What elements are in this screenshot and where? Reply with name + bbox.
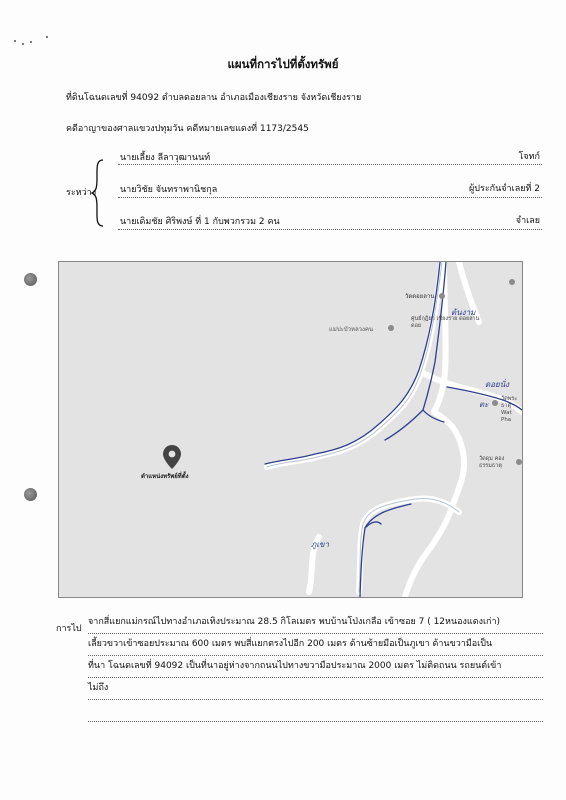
directions-line-5	[88, 699, 543, 722]
party-name-2: นายวิชัย จันทราพานิชกุล	[120, 185, 218, 195]
handwritten-note-4: ภูเขา	[311, 540, 329, 549]
party-role-3: จำเลย	[515, 216, 540, 226]
directions-line-1: จากสี่แยกแม่กรณ์ไปทางอำเภอเทิงประมาณ 28.5 กิโลเมตร พบบ้านโป่งเกลือ เข้าซอย 7 ( 12หนองแดงเก่า)	[88, 611, 543, 634]
directions-block	[88, 611, 543, 731]
map-label-place-2: แม่ปะบัวหลวงคน	[329, 326, 374, 333]
poi-marker	[439, 293, 445, 299]
between-label: ระหว่าง	[66, 188, 97, 198]
page-title: แผนที่การไปที่ตั้งทรัพย์	[227, 57, 339, 71]
party-role-2: ผู้ประกันจำเลยที่ 2	[469, 184, 540, 194]
party-underline-1	[118, 164, 542, 165]
party-name-3: นายเดิมชัย ศิริพงษ์ ที่ 1 กับพวกรวม 2 คน	[120, 217, 280, 227]
binder-hole-top	[24, 273, 37, 286]
handwritten-note-3: ตะ	[479, 400, 489, 409]
directions-line-4: ไม่ถึง	[88, 677, 543, 700]
map-label-place-5: วัดดุม คองธรรมธาตุ	[479, 456, 505, 469]
party-brace	[90, 158, 106, 228]
map-pin-label: ตำแหน่งทรัพย์ที่ตั้ง	[141, 473, 189, 480]
location-map	[58, 261, 523, 598]
map-pin-icon	[163, 445, 181, 469]
party-role-1: โจทก์	[518, 152, 540, 162]
binder-hole-bottom	[24, 488, 37, 501]
poi-marker	[388, 325, 394, 331]
hand-drawn-route	[265, 262, 522, 597]
party-name-1: นายเลี้ยง ลีลาวุฒานนท์	[120, 153, 211, 163]
deed-line: ที่ดินโฉนดเลขที่ 94092 ตำบลดอยลาน อำเภอเมืองเชียงราย จังหวัดเชียงราย	[66, 93, 362, 103]
party-underline-2	[118, 197, 542, 198]
directions-line-3: ที่นา โฉนดเลขที่ 94092 เป็นที่นาอยู่ห่างจากถนนไปทางขวามือประมาณ 2000 เมตร ไม่ติดถนน รถยนต์เข้า	[88, 655, 543, 678]
scan-speck	[14, 40, 16, 42]
scan-speck	[30, 41, 32, 43]
map-label-place-3: ศูนย์กุฎิยา เชียงราย ดอยลาน ดอย	[411, 316, 480, 329]
poi-marker	[492, 400, 498, 406]
handwritten-note-2: ดอยนั่ง	[485, 380, 510, 389]
poi-marker	[509, 279, 515, 285]
directions-line-2: เลี้ยวขวาเข้าซอยประมาณ 600 เมตร พบสี่แยกตรงไปอีก 200 เมตร ด้านซ้ายมือเป็นภูเขา ด้านขวามือเป็น	[88, 633, 543, 656]
map-label-place-4: วัดพระธาตุ Wat Pha	[501, 396, 518, 423]
map-road	[267, 262, 522, 597]
directions-label: การไป	[56, 624, 82, 634]
party-underline-3	[118, 229, 542, 230]
scan-speck	[22, 43, 24, 45]
scan-speck	[46, 36, 48, 38]
handwritten-note-1: ต้นงาม	[451, 308, 476, 317]
court-line: คดีอาญาของศาลแขวงปทุมวัน คดีหมายเลขแดงที่ 1173/2545	[66, 124, 309, 134]
map-label-place-1: วัดดอยลาน	[405, 293, 435, 300]
